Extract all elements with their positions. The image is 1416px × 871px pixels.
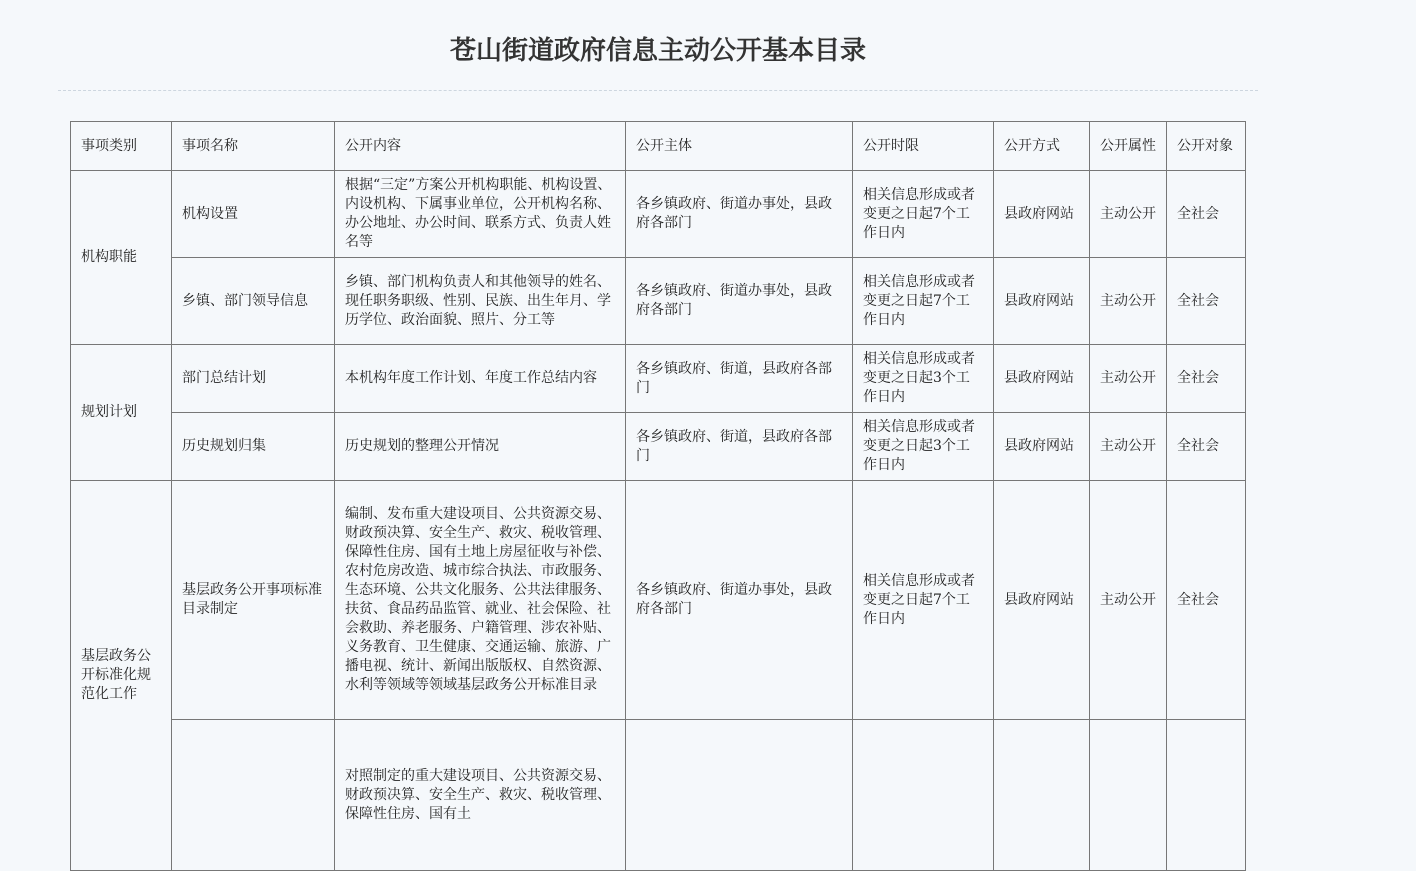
attribute-cell: 主动公开: [1090, 481, 1167, 720]
audience-cell: 全社会: [1167, 345, 1246, 413]
table-row: [71, 258, 1246, 345]
subject-cell: 各乡镇政府、街道办事处，县政府各部门: [626, 171, 853, 258]
subject-cell: [626, 720, 853, 871]
content-cell: 历史规划的整理公开情况: [335, 413, 626, 481]
category-cell: 规划计划: [71, 345, 172, 481]
item-name-cell: [172, 720, 335, 871]
item-name-cell: 部门总结计划: [172, 345, 335, 413]
table-row: [71, 481, 1246, 720]
attribute-cell: 主动公开: [1090, 258, 1167, 345]
content-cell: 本机构年度工作计划、年度工作总结内容: [335, 345, 626, 413]
method-cell: 县政府网站: [994, 258, 1090, 345]
audience-cell: 全社会: [1167, 413, 1246, 481]
deadline-cell: 相关信息形成或者变更之日起3个工作日内: [853, 345, 994, 413]
deadline-cell: 相关信息形成或者变更之日起3个工作日内: [853, 413, 994, 481]
audience-cell: 全社会: [1167, 258, 1246, 345]
deadline-cell: 相关信息形成或者变更之日起7个工作日内: [853, 258, 994, 345]
category-cell: 机构职能: [71, 171, 172, 345]
subject-cell: 各乡镇政府、街道，县政府各部门: [626, 345, 853, 413]
audience-cell: [1167, 720, 1246, 871]
table-row: [71, 413, 1246, 481]
item-name-cell: 乡镇、部门领导信息: [172, 258, 335, 345]
deadline-cell: 相关信息形成或者变更之日起7个工作日内: [853, 171, 994, 258]
header-content: 公开内容: [335, 122, 626, 171]
header-attribute: 公开属性: [1090, 122, 1167, 171]
attribute-cell: 主动公开: [1090, 413, 1167, 481]
deadline-cell: 相关信息形成或者变更之日起7个工作日内: [853, 481, 994, 720]
header-audience: 公开对象: [1167, 122, 1246, 171]
header-deadline: 公开时限: [853, 122, 994, 171]
item-name-cell: 机构设置: [172, 171, 335, 258]
table-row: [71, 171, 1246, 258]
audience-cell: 全社会: [1167, 171, 1246, 258]
method-cell: 县政府网站: [994, 413, 1090, 481]
content-cell: 对照制定的重大建设项目、公共资源交易、财政预决算、安全生产、救灾、税收管理、保障性住房、国有土: [335, 720, 626, 871]
header-method: 公开方式: [994, 122, 1090, 171]
table-row: [71, 720, 1246, 871]
method-cell: 县政府网站: [994, 171, 1090, 258]
deadline-cell: [853, 720, 994, 871]
subject-cell: 各乡镇政府、街道办事处，县政府各部门: [626, 481, 853, 720]
table-header-row: [71, 122, 1246, 171]
content-cell: 乡镇、部门机构负责人和其他领导的姓名、现任职务职级、性别、民族、出生年月、学历学位、政治面貌、照片、分工等: [335, 258, 626, 345]
disclosure-catalog-table: [70, 121, 1246, 871]
method-cell: [994, 720, 1090, 871]
audience-cell: 全社会: [1167, 481, 1246, 720]
method-cell: 县政府网站: [994, 481, 1090, 720]
method-cell: 县政府网站: [994, 345, 1090, 413]
attribute-cell: 主动公开: [1090, 171, 1167, 258]
attribute-cell: [1090, 720, 1167, 871]
content-cell: 根据“三定”方案公开机构职能、机构设置、内设机构、下属事业单位，公开机构名称、办公地址、办公时间、联系方式、负责人姓名等: [335, 171, 626, 258]
item-name-cell: 基层政务公开事项标准目录制定: [172, 481, 335, 720]
title-divider: [58, 90, 1258, 91]
attribute-cell: 主动公开: [1090, 345, 1167, 413]
category-cell: 基层政务公开标准化规范化工作: [71, 481, 172, 871]
subject-cell: 各乡镇政府、街道，县政府各部门: [626, 413, 853, 481]
page-title: 苍山街道政府信息主动公开基本目录: [449, 36, 866, 66]
header-subject: 公开主体: [626, 122, 853, 171]
table-row: [71, 345, 1246, 413]
item-name-cell: 历史规划归集: [172, 413, 335, 481]
content-cell: 编制、发布重大建设项目、公共资源交易、财政预决算、安全生产、救灾、税收管理、保障性住房、国有土地上房屋征收与补偿、农村危房改造、城市综合执法、市政服务、生态环境、公共文化服务、公共法律服务、扶贫、食品药品监管、就业、社会保险、社会救助、养老服务、户籍管理、涉农补贴、义务教育、卫生健康、交通运输、旅游、广播电视、统计、新闻出版版权、自然资源、水利等领域等领域基层政务公开标准目录: [335, 481, 626, 720]
header-item-name: 事项名称: [172, 122, 335, 171]
header-category: 事项类别: [71, 122, 172, 171]
subject-cell: 各乡镇政府、街道办事处，县政府各部门: [626, 258, 853, 345]
